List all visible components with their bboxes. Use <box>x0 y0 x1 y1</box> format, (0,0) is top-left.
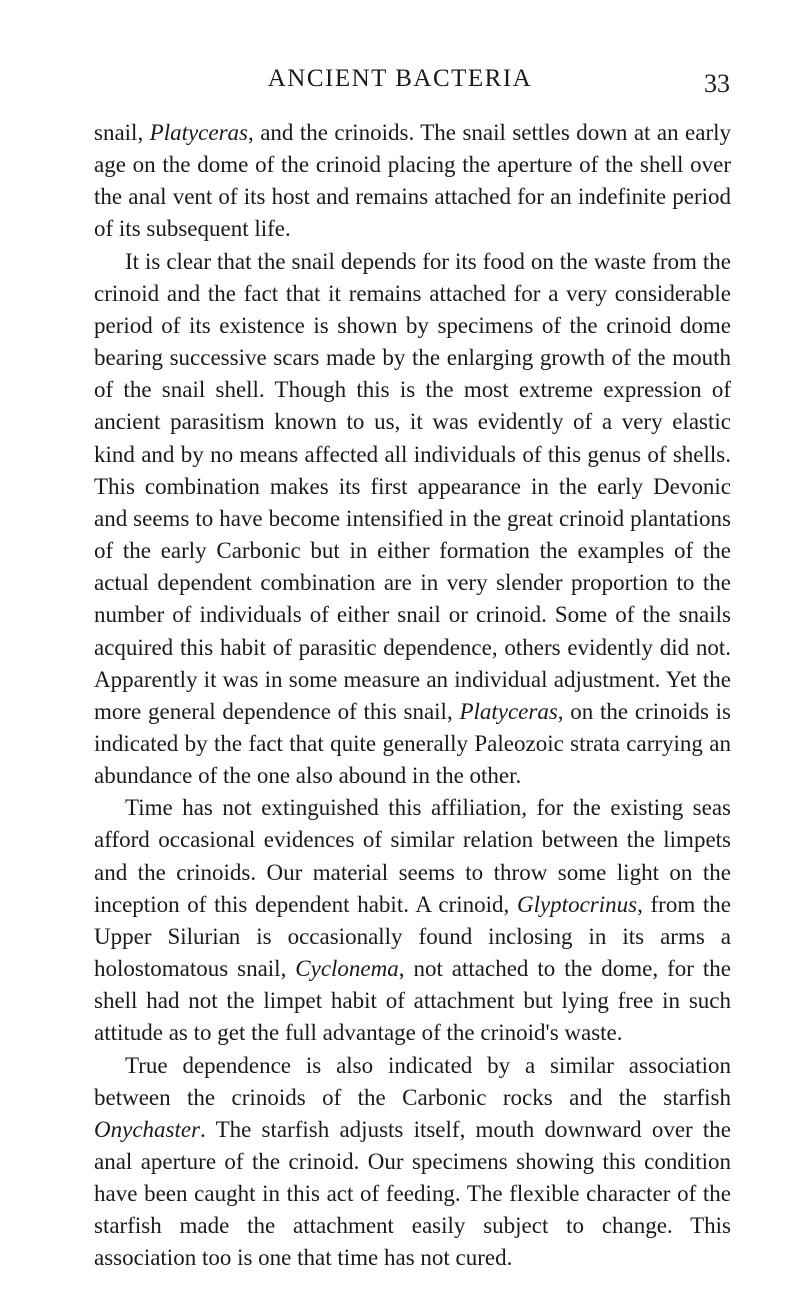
page-number: 33 <box>704 69 730 98</box>
text-run: , and the crinoids. The snail settles down at an early age on the dome of the crinoid placing the aperture of the shell over the anal vent of its host and remains attached for an indefinite period of its subsequent life. <box>94 120 731 242</box>
body-text <box>94 117 731 1275</box>
text-run: It is clear that the snail depends for its food on the waste from the crinoid and the fact that it remains attached for a very considerable period of its existence is shown by specimens of the crinoid dome bearing successive scars made by the enlarging growth of the mouth of the snail shell. Though this is the most extreme expression of ancient parasitism known to us, it was evidently of a very elastic kind and by no means affected all individuals of this genus of shells. This combination makes its first appearance in the early Devonic and seems to have become intensified in the great crinoid plantations of the early Carbonic but in either formation the examples of the actual dependent combination are in very slender proportion to the number of individuals of either snail or crinoid. Some of the snails acquired this habit of parasitic dependence, others evidently did not. Apparently it was in some measure an individual adjustment. Yet the more general dependence of this snail, <box>94 248 731 724</box>
paragraph <box>94 792 731 1049</box>
text-run: Time has not extinguished this affiliation, for the existing seas afford occasional evidences of similar relation between the limpets and the crinoids. Our material seems to throw some light on the inception of this dependent habit. A crinoid, <box>94 795 731 917</box>
text-run: . The starfish adjusts itself, mouth downward over the anal aperture of the crinoid. Our specimens showing this condition have been caught in this act of feeding. The flexible character of the starfish made the attachment easily subject to change. This association too is one that time has not cured. <box>94 1116 731 1271</box>
running-head: ANCIENT BACTERIA <box>267 65 533 92</box>
text-run: snail, <box>94 120 150 145</box>
italic-term: Glyptocrinus <box>516 891 638 917</box>
paragraph <box>94 1050 731 1275</box>
italic-term: Platyceras <box>459 698 558 724</box>
text-run: , not attached to the dome, for the shell had not the limpet habit of attachment but lying free in such attitude as to get the full advantage of the crinoid's waste. <box>94 956 731 1046</box>
text-run: True dependence is also indicated by a similar association between the crinoids of the Carbonic rocks and the starfish <box>94 1052 731 1110</box>
italic-term: Cyclonema <box>295 956 399 982</box>
paragraph <box>94 246 731 793</box>
italic-term: Onychaster <box>94 1116 201 1142</box>
paragraph <box>94 117 731 246</box>
italic-term: Platyceras <box>149 120 248 145</box>
text-run: , from the Upper Silurian is occasionally found inclosing in its arms a holostomatous snail, <box>94 891 731 982</box>
text-run: , on the crinoids is indicated by the fact that quite generally Paleozoic strata carrying an abundance of the one also abound in the other. <box>94 698 731 789</box>
